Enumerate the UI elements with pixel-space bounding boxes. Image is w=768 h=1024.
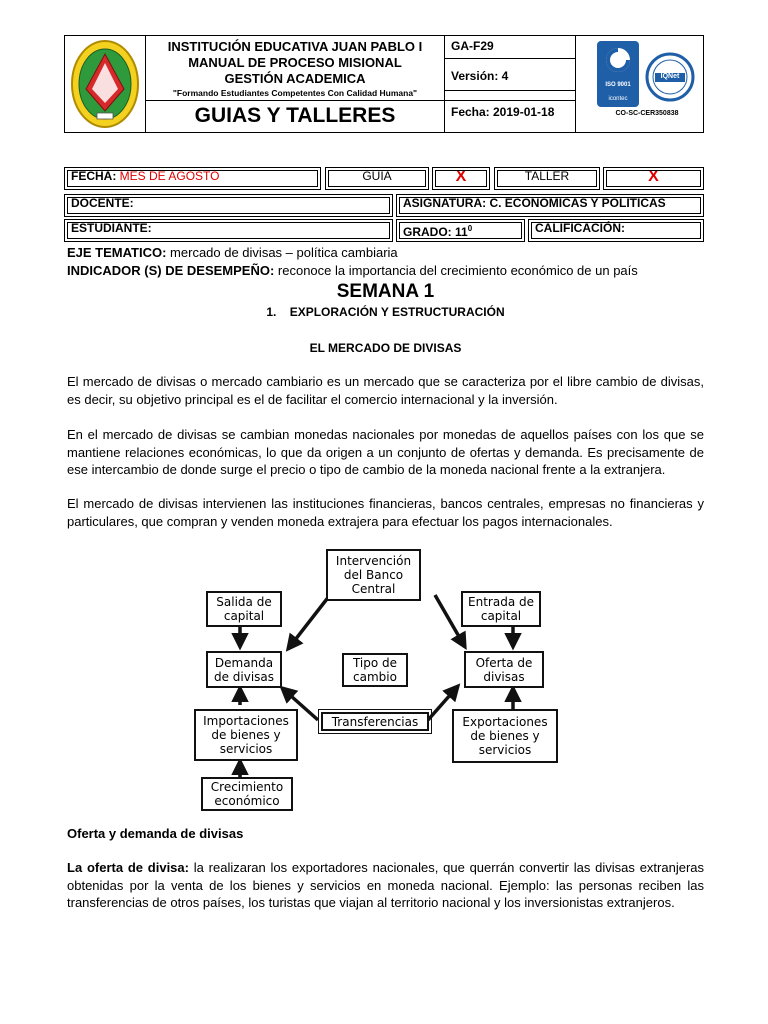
oferta-demanda-heading: Oferta y demanda de divisas xyxy=(67,826,244,841)
eje-tematico: EJE TEMATICO: mercado de divisas – política cambiaria xyxy=(67,245,398,260)
manual-name: MANUAL DE PROCESO MISIONAL xyxy=(188,55,402,70)
box-oferta-divisas: Oferta de divisas xyxy=(464,651,544,688)
institution-name: INSTITUCIÓN EDUCATIVA JUAN PABLO I xyxy=(167,39,423,54)
indicador-desempeno: INDICADOR (S) DE DESEMPEÑO: reconoce la importancia del crecimiento económico de un país xyxy=(67,263,638,278)
area-name: GESTIÓN ACADEMICA xyxy=(224,71,366,86)
box-intervencion: Intervención del Banco Central xyxy=(326,549,421,601)
asignatura-field: ASIGNATURA: C. ECONOMICAS Y POLITICAS xyxy=(396,194,704,217)
paragraph-3: El mercado de divisas intervienen las instituciones financieras, bancos centrales, empresas no financieras y particulares, que compran y venden moneda extrajera para efectuar los pagos internacionales. xyxy=(67,496,704,529)
box-salida-capital: Salida de capital xyxy=(206,591,282,627)
guia-label: GUIA xyxy=(325,167,429,190)
iqnet-label: IQNet xyxy=(660,73,680,80)
subtitle: EL MERCADO DE DIVISAS xyxy=(309,341,462,355)
document-version: Versión: 4 xyxy=(451,69,509,83)
icontec-label: icontec xyxy=(608,96,628,102)
box-crecimiento: Crecimiento económico xyxy=(201,777,293,811)
paragraph-1: El mercado de divisas o mercado cambiario es un mercado que se caracteriza por el libre cambio de divisas, es decir, su objetivo principal es el de facilitar el comercio internacional y la inversión. xyxy=(67,374,704,407)
grado-field: GRADO: $11^0$ xyxy=(396,219,525,242)
docente-field: DOCENTE: xyxy=(64,194,393,217)
box-demanda-divisas: Demanda de divisas xyxy=(206,651,282,688)
document-date: Fecha: 2019-01-18 xyxy=(451,105,555,119)
certificate-code: CO-SC-CER350838 xyxy=(615,110,679,117)
document-title: GUIAS Y TALLERES xyxy=(194,104,396,127)
box-importaciones: Importaciones de bienes y servicios xyxy=(194,709,298,761)
motto: "Formando Estudiantes Competentes Con Calidad Humana" xyxy=(172,88,418,98)
oferta-paragraph: La oferta de divisa: la realizaran los exportadores nacionales, que querrán convertir las divisas extranjeras obtenidas por la venta de los bienes y servicios en moneda nacional. Ejemplo: las personas reciben las transferencias de otros países, los turistas que viajan al territorio nacional y los inversionistas extranjeros. xyxy=(67,860,704,910)
calificacion-field: CALIFICACIÓN: xyxy=(528,219,704,242)
section-heading: 1. EXPLORACIÓN Y ESTRUCTURACIÓN xyxy=(266,305,505,319)
box-exportaciones: Exportaciones de bienes y servicios xyxy=(452,709,558,763)
fecha-value: MES DE AGOSTO xyxy=(119,169,220,183)
taller-label: TALLER xyxy=(494,167,600,190)
box-transferencias: Transferencias xyxy=(321,712,429,731)
semana-heading: SEMANA 1 xyxy=(336,281,435,302)
taller-mark: X xyxy=(603,167,704,190)
fecha-field: FECHA: MES DE AGOSTO xyxy=(64,167,321,190)
box-entrada-capital: Entrada de capital xyxy=(461,591,541,627)
document-code: GA-F29 xyxy=(451,39,494,53)
estudiante-field: ESTUDIANTE: xyxy=(64,219,393,242)
paragraph-2: En el mercado de divisas se cambian monedas nacionales por monedas de aquellos países con los que se mantiene relaciones económicas, lo que da origen a un conjunto de ofertas y demanda. Es precisamente de ese intercambio de donde surge el precio o tipo de cambio de la moneda nacional frente a la extranjera. xyxy=(67,427,704,477)
exchange-market-diagram xyxy=(190,545,570,815)
box-tipo-cambio: Tipo de cambio xyxy=(342,653,408,687)
document-header xyxy=(64,35,704,133)
school-logo xyxy=(68,39,142,129)
iso-label: ISO 9001 xyxy=(605,82,631,88)
guia-mark: X xyxy=(432,167,490,190)
